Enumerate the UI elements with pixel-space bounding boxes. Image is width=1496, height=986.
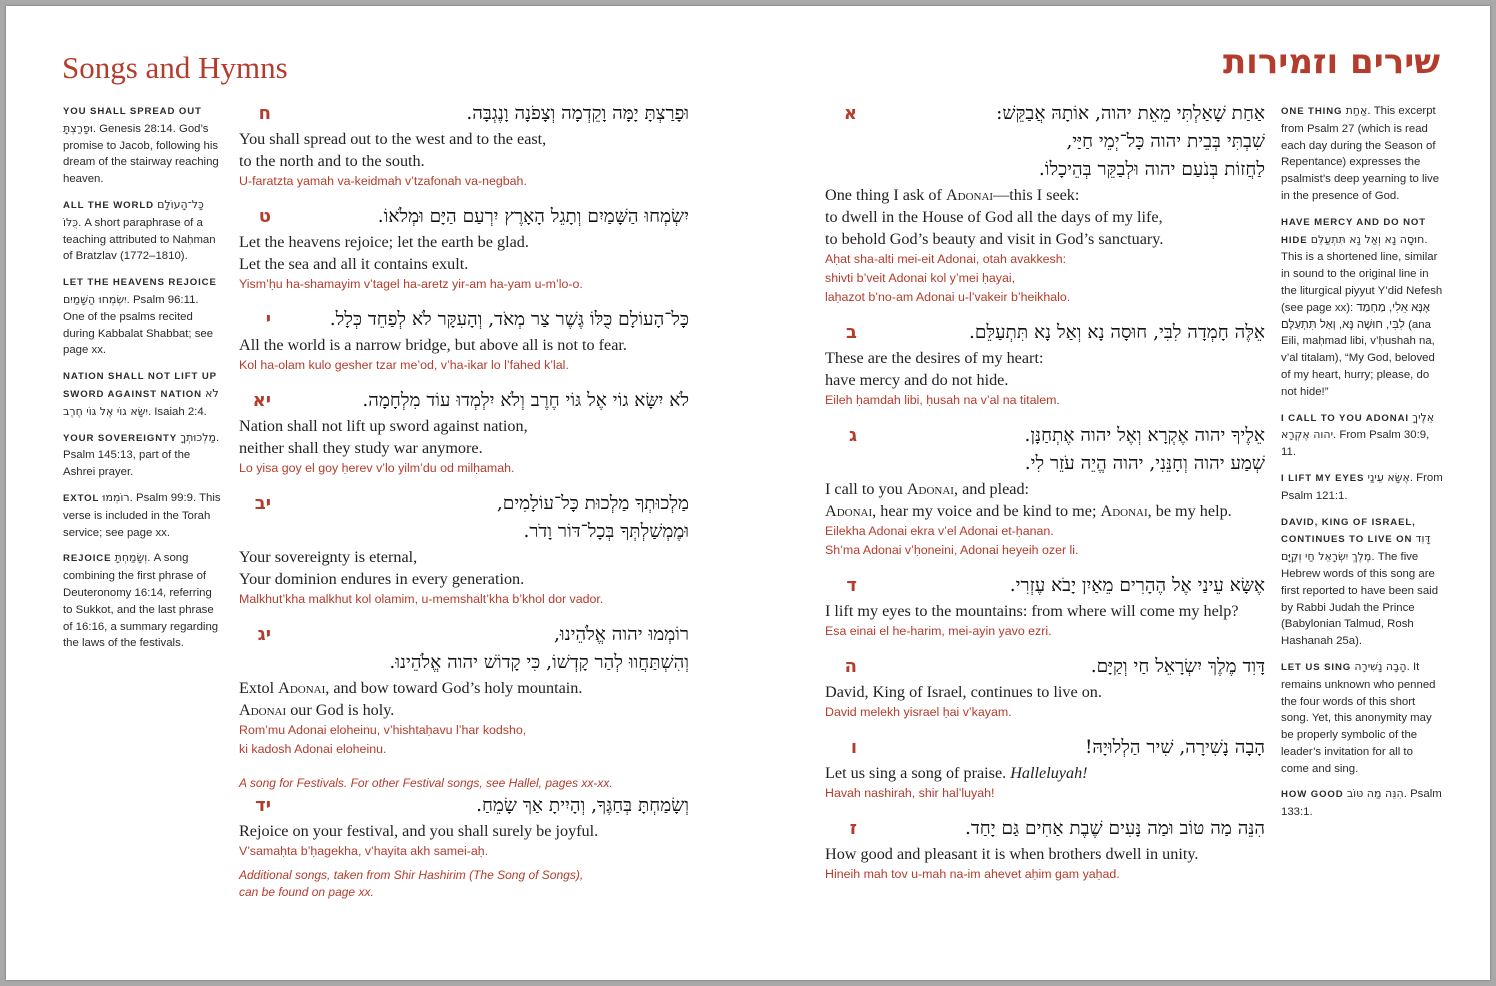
english-line: One thing I ask of Adonai—this I seek: bbox=[825, 186, 1080, 204]
hebrew-text: כָּל־הָעוֹלָם כֻּלּוֹ גֶּשֶׁר צַר מְאֹד, וְהָעִקָּר לֹא לְפַחֵד כְּלָל. bbox=[329, 309, 689, 330]
english-line: Adonai, hear my voice and be kind to me; Adonai, be my help. bbox=[825, 502, 1232, 520]
closing-instruction-line: Additional songs, taken from Shir Hashirim (The Song of Songs), bbox=[239, 868, 584, 882]
english-line: Adonai our God is holy. bbox=[239, 701, 395, 719]
note-heading: NATION SHALL NOT LIFT UP SWORD AGAINST NATION bbox=[63, 371, 217, 400]
note-text: . Psalm 99:9. This verse is included in the Torah service; see page xx. bbox=[63, 491, 221, 539]
hebrew-line bbox=[825, 653, 1265, 681]
book-spread bbox=[6, 6, 1490, 980]
english-line: to behold God’s beauty and visit in God’s sanctuary. bbox=[825, 230, 1164, 248]
english-line: You shall spread out to the west and to the east, bbox=[239, 130, 547, 148]
transliteration-line: ki kadosh Adonai eloheinu. bbox=[239, 742, 387, 756]
transliteration-line: Eilekha Adonai ekra v’el Adonai et-ḥanan. bbox=[825, 524, 1054, 538]
hebrew-line bbox=[825, 815, 1265, 843]
note-hebrew: דָּוִד מֶלֶךְ יִשְׂרָאֵל חַי וְקַיָּם bbox=[1281, 532, 1431, 564]
english-line: Rejoice on your festival, and you shall surely be joyful. bbox=[239, 822, 599, 840]
verse-block bbox=[239, 621, 689, 759]
note-heading: YOU SHALL SPREAD OUT bbox=[63, 106, 202, 117]
hebrew-text: דָּוִד מֶלֶךְ יִשְׂרָאֵל חַי וְקַיָּם. bbox=[1090, 656, 1265, 677]
divine-name: Adonai bbox=[278, 679, 326, 697]
english-line: to dwell in the House of God all the days of my life, bbox=[825, 208, 1163, 226]
hebrew-line bbox=[239, 490, 689, 518]
note-heading: DAVID, KING OF ISRAEL, CONTINUES TO LIVE ON bbox=[1281, 516, 1416, 546]
left-margin-notes bbox=[63, 103, 223, 661]
hebrew-text: אֵלֶיךָ יהוה אֶקְרָא וְאֶל יהוה אֶתְחַנָּן. bbox=[1024, 425, 1265, 446]
note-heading: REJOICE bbox=[63, 553, 112, 565]
closing-instruction bbox=[239, 867, 689, 901]
note-hebrew: אֵלֶיךָ יהוה אֶקְרָא bbox=[1281, 410, 1435, 442]
hebrew-line bbox=[239, 792, 689, 820]
transliteration-line: David melekh yisrael ḥai v’kayam. bbox=[825, 705, 1012, 719]
verse-marker: יג bbox=[257, 624, 271, 645]
english-line: These are the desires of my heart: bbox=[825, 349, 1044, 367]
hebrew-text: יִשְׂמְחוּ הַשָּׁמַיִם וְתָגֵל הָאָרֶץ יִרְעַם הַיָּם וּמְלֹאוֹ. bbox=[377, 206, 689, 227]
note-hebrew: וְשָׂמַחְתָּ bbox=[114, 551, 148, 565]
english-line: Let the heavens rejoice; let the earth be glad. bbox=[239, 233, 529, 251]
note-heading: I LIFT MY EYES bbox=[1281, 472, 1365, 484]
note-text: . The five Hebrew words of this song are first reported to have been said by Rabbi Judah the Prince (Babylonian Talmud, Rosh Hashanah 25a). bbox=[1281, 551, 1439, 648]
margin-note bbox=[63, 103, 223, 188]
note-text: . Psalm 96:11. One of the psalms recited during Kabbalat Shabbat; see page xx. bbox=[63, 293, 214, 357]
verse-marker: ה bbox=[844, 656, 857, 677]
note-text: . Psalm 133:1. bbox=[1281, 788, 1442, 819]
hebrew-text: אֵלֶּה חָמְדָה לִבִּי, חוּסָה נָא וְאַל נָא תִּתְעַלֵּם. bbox=[969, 322, 1265, 343]
english-line: to the north and to the south. bbox=[239, 152, 425, 170]
note-text: . From Psalm 121:1. bbox=[1281, 471, 1443, 502]
verse-block bbox=[825, 422, 1265, 560]
transliteration-line: U-faratzta yamah va-keidmah v’tzafonah va-negbah. bbox=[239, 174, 527, 188]
right-margin-notes bbox=[1281, 103, 1443, 830]
margin-note bbox=[1281, 470, 1443, 505]
verse-marker: ג bbox=[848, 425, 857, 446]
note-hebrew: כָּל־הָעוֹלָם כֻּלּוֹ bbox=[63, 197, 204, 229]
margin-note bbox=[63, 430, 223, 481]
transliteration-line: Eileh ḥamdah libi, ḥusah na v’al na titalem. bbox=[825, 393, 1060, 407]
divine-name: Adonai bbox=[906, 480, 954, 498]
transliteration-line: Kol ha-olam kulo gesher tzar me’od, v’ha-ikar lo l’fahed k’lal. bbox=[239, 358, 569, 372]
english-line: How good and pleasant it is when brothers dwell in unity. bbox=[825, 845, 1199, 863]
verse-block bbox=[825, 572, 1265, 641]
margin-note bbox=[63, 368, 223, 420]
note-text: . A song combining the first phrase of Deuteronomy 16:14, referring to Sukkot, and the last phrase of 16:16, a summary regarding the laws of the festivals. bbox=[63, 552, 219, 650]
verse-block bbox=[239, 203, 689, 294]
hebrew-line bbox=[239, 518, 689, 546]
margin-note bbox=[1281, 214, 1443, 401]
hebrew-line bbox=[825, 572, 1265, 600]
note-heading: YOUR SOVEREIGNTY bbox=[63, 432, 178, 444]
hebrew-line bbox=[825, 128, 1265, 156]
note-hebrew: אֶשָּׂא עֵינַי bbox=[1367, 470, 1410, 484]
hebrew-text: הִנֵּה מַה טּוֹב וּמַה נָּעִים שֶׁבֶת אַחִים גַּם יָחַד. bbox=[965, 818, 1265, 839]
english-line: Let us sing a song of praise. Halleluyah! bbox=[825, 764, 1088, 782]
verse-marker: ח bbox=[258, 103, 271, 124]
verse-marker: יב bbox=[254, 493, 271, 514]
divine-name: Adonai bbox=[239, 701, 287, 719]
verse-block bbox=[239, 792, 689, 861]
divine-name: Adonai bbox=[1100, 502, 1148, 520]
note-text: . This is a shortened line, similar in sound to the original line in the liturgical piyyut Y’did Nefesh (see page xx): אָנָּא אֵלִי, מַחְמַד לִבִּי, חוּשָׁה נָּא, וְאַל תִּתְעַלָּם (ana Eili, maḥmad libi, v’ḥushah na, v’al titalam), “My God, beloved of my heart, hurry; please, do not hide!” bbox=[1281, 233, 1443, 398]
hebrew-text: וּמֶמְשַׁלְתְּךָ בְּכָל־דּוֹר וָדֹר. bbox=[523, 521, 689, 542]
margin-note bbox=[1281, 410, 1443, 461]
note-heading: EXTOL bbox=[63, 492, 100, 504]
margin-note bbox=[63, 550, 223, 652]
margin-note bbox=[1281, 659, 1443, 778]
transliteration-line: Lo yisa goy el goy ḥerev v’lo yilm’du od milḥamah. bbox=[239, 461, 515, 475]
english-line: I lift my eyes to the mountains: from where will come my help? bbox=[825, 602, 1239, 620]
hebrew-line bbox=[239, 387, 689, 415]
hebrew-line bbox=[239, 100, 689, 128]
note-heading: I CALL TO YOU ADONAI bbox=[1281, 412, 1409, 424]
verse-block bbox=[239, 306, 689, 375]
english-line: Nation shall not lift up sword against nation, bbox=[239, 417, 528, 435]
note-text: . This excerpt from Psalm 27 (which is read each day during the Season of Repentance) expresses the psalmist’s deep yearning to live in the presence of God. bbox=[1281, 105, 1440, 202]
note-heading: ALL THE WORLD bbox=[63, 199, 154, 211]
margin-note bbox=[63, 274, 223, 359]
hebrew-text: רוֹמְמוּ יהוה אֱלֹהֵינוּ, bbox=[554, 624, 689, 645]
hebrew-text: שִׁבְתִּי בְּבֵית יהוה כָּל־יְמֵי חַיַּי, bbox=[1066, 131, 1265, 152]
verse-block bbox=[825, 100, 1265, 307]
transliteration-line: Aḥat sha-alti mei-eit Adonai, otah avakkesh: bbox=[825, 252, 1067, 266]
hebrew-text: אַחַת שָׁאַלְתִּי מֵאֵת יהוה, אוֹתָהּ אֲבַקֵּשׁ: bbox=[996, 103, 1265, 124]
margin-note bbox=[1281, 103, 1443, 205]
hebrew-line bbox=[239, 649, 689, 677]
verse-block bbox=[825, 653, 1265, 722]
closing-instruction-line: can be found on page xx. bbox=[239, 885, 374, 899]
margin-note bbox=[1281, 514, 1443, 650]
english-line: Your sovereignty is eternal, bbox=[239, 548, 418, 566]
verse-marker: ד bbox=[846, 575, 857, 596]
note-text: . Genesis 28:14. God’s promise to Jacob, following his dream of the stairway reaching heaven. bbox=[63, 122, 219, 186]
transliteration-line: Rom’mu Adonai eloheinu, v’hishtaḥavu l’har kodsho, bbox=[239, 723, 527, 737]
note-heading: ONE THING bbox=[1281, 106, 1343, 117]
hebrew-text: אֶשָּׂא עֵינַי אֶל הֶהָרִים מֵאַיִן יָבֹא עֶזְרִי. bbox=[1009, 575, 1265, 596]
hebrew-line bbox=[239, 203, 689, 231]
english-line: have mercy and do not hide. bbox=[825, 371, 1009, 389]
page-title-hebrew: שירים וזמירות bbox=[1222, 42, 1440, 82]
hebrew-line bbox=[825, 156, 1265, 184]
note-text: . Psalm 145:13, part of the Ashrei prayer. bbox=[63, 431, 220, 479]
transliteration-line: Esa einai el he-harim, mei-ayin yavo ezri. bbox=[825, 624, 1052, 638]
english-line: All the world is a narrow bridge, but above all is not to fear. bbox=[239, 336, 627, 354]
transliteration-line: Hineih mah tov u-mah na-im ahevet aḥim gam yaḥad. bbox=[825, 867, 1120, 881]
hebrew-line bbox=[239, 621, 689, 649]
note-hebrew: הִנֵּה מַה טּוֹב bbox=[1346, 787, 1404, 801]
right-verse-column bbox=[825, 100, 1265, 884]
verse-marker: ז bbox=[849, 818, 857, 839]
transliteration-line: shivti b’veit Adonai kol y’mei ḥayai, bbox=[825, 271, 1016, 285]
hebrew-text: מַלְכוּתְךָ מַלְכוּת כָּל־עוֹלָמִים, bbox=[496, 493, 689, 514]
note-hebrew: יִשְׂמְחוּ הַשָּׁמַיִם bbox=[63, 292, 127, 306]
note-hebrew: וּפָרַצְתָּ bbox=[63, 121, 93, 135]
english-line: David, King of Israel, continues to live on. bbox=[825, 683, 1102, 701]
verse-block bbox=[825, 734, 1265, 803]
margin-note bbox=[63, 490, 223, 541]
verse-block bbox=[239, 100, 689, 191]
transliteration-line: Malkhut’kha malkhut kol olamim, u-memshalt’kha b’khol dor vador. bbox=[239, 592, 604, 606]
hebrew-text: וְשָׂמַחְתָּ בְּחַגֶּךָ, וְהָיִיתָ אַךְ שָׂמֵחַ. bbox=[476, 795, 689, 816]
left-verse-column bbox=[239, 100, 689, 901]
hebrew-text: לַחֲזוֹת בְּנֹעַם יהוה וּלְבַקֵּר בְּהֵיכָלוֹ. bbox=[1038, 159, 1265, 180]
note-hebrew: מַלְכוּתְךָ bbox=[180, 430, 216, 444]
transliteration-line: Sh’ma Adonai v’ḥoneini, Adonai heyeih ozer li. bbox=[825, 543, 1079, 557]
verse-block bbox=[239, 387, 689, 478]
english-line: neither shall they study war anymore. bbox=[239, 439, 483, 457]
hebrew-text: וּפָרַצְתָּ יָמָּה וָקֵדְמָה וְצָפֹנָה וָנֶגְבָּה. bbox=[466, 103, 689, 124]
hebrew-text: לֹא יִשָּׂא גוֹי אֶל גּוֹי חֶרֶב וְלֹא יִלְמְדוּ עוֹד מִלְחָמָה. bbox=[362, 390, 689, 411]
verse-marker: יד bbox=[255, 795, 271, 816]
hebrew-line bbox=[825, 450, 1265, 478]
english-line: Extol Adonai, and bow toward God’s holy mountain. bbox=[239, 679, 583, 697]
verse-block bbox=[825, 319, 1265, 410]
note-hebrew: רוֹמְמוּ bbox=[102, 490, 130, 504]
note-hebrew: אַחַת bbox=[1345, 104, 1368, 117]
note-hebrew: לֹא יִשָּׂא גוֹי אֶל גּוֹי חֶרֶב bbox=[63, 386, 219, 418]
note-heading: HAVE MERCY AND DO NOT HIDE bbox=[1281, 216, 1427, 246]
note-text: . A short paraphrase of a teaching attributed to Naḥman of Bratzlav (1772–1810). bbox=[63, 216, 216, 263]
page-title-english: Songs and Hymns bbox=[62, 50, 288, 85]
verse-marker: ט bbox=[258, 206, 271, 227]
margin-note bbox=[1281, 786, 1443, 821]
note-hebrew: חוּסָה נָא וְאַל נָא תִּתְעַלֵּם bbox=[1310, 232, 1425, 246]
right-page bbox=[748, 6, 1490, 980]
english-line: Let the sea and all it contains exult. bbox=[239, 255, 469, 273]
hebrew-line bbox=[825, 422, 1265, 450]
english-line: I call to you Adonai, and plead: bbox=[825, 480, 1030, 498]
transliteration-line: laḥazot b’no-am Adonai u-l’vakeir b’heikhalo. bbox=[825, 290, 1071, 304]
transliteration-line: V’samaḥta b’ḥagekha, v’hayita akh samei-aḥ. bbox=[239, 844, 489, 858]
hebrew-line bbox=[825, 100, 1265, 128]
note-text: . Isaiah 2:4. bbox=[147, 405, 207, 418]
verse-block bbox=[239, 490, 689, 609]
note-text: . It remains unknown who penned the four words of this short song. Yet, this anonymity may be properly symbolic of the leader’s invitation for all to come and sing. bbox=[1281, 660, 1436, 775]
italic-text: Halleluyah! bbox=[1010, 764, 1088, 782]
note-heading: HOW GOOD bbox=[1281, 789, 1344, 801]
divine-name: Adonai bbox=[825, 502, 873, 520]
festival-instruction: A song for Festivals. For other Festival songs, see Hallel, pages xx-xx. bbox=[239, 776, 613, 790]
left-page bbox=[6, 6, 748, 980]
hebrew-line bbox=[239, 306, 689, 334]
verse-marker: ב bbox=[846, 322, 857, 343]
transliteration-line: Havah nashirah, shir hal’luyah! bbox=[825, 786, 995, 800]
hebrew-line bbox=[825, 734, 1265, 762]
english-line: Your dominion endures in every generation. bbox=[239, 570, 525, 588]
hebrew-line bbox=[825, 319, 1265, 347]
divine-name: Adonai bbox=[945, 186, 994, 204]
note-heading: LET THE HEAVENS REJOICE bbox=[63, 277, 217, 289]
verse-marker: ו bbox=[850, 737, 857, 758]
margin-note bbox=[63, 197, 223, 265]
verse-marker: א bbox=[843, 103, 857, 124]
hebrew-text: שְׁמַע יהוה וְחָנֵּנִי, יהוה הֱיֵה עֹזֵר לִי. bbox=[1024, 453, 1265, 474]
verse-marker: י bbox=[265, 309, 271, 330]
verse-marker: יא bbox=[252, 390, 271, 411]
verse-block bbox=[825, 815, 1265, 884]
hebrew-text: הָבָה נָשִׁירָה, שִׁיר הַלְלוּיָהּ! bbox=[1084, 737, 1265, 758]
note-hebrew: הָבָה נָשִׁירָה bbox=[1354, 659, 1407, 673]
transliteration-line: Yism’ḥu ha-shamayim v’tagel ha-aretz yir-am ha-yam u-m’lo-o. bbox=[239, 277, 583, 291]
note-text: . From Psalm 30:9, 11. bbox=[1281, 429, 1430, 459]
note-heading: LET US SING bbox=[1281, 661, 1352, 673]
hebrew-text: וְהִשְׁתַּחֲווּ לְהַר קָדְשׁוֹ, כִּי קָדוֹשׁ יהוה אֱלֹהֵינוּ. bbox=[389, 652, 689, 673]
